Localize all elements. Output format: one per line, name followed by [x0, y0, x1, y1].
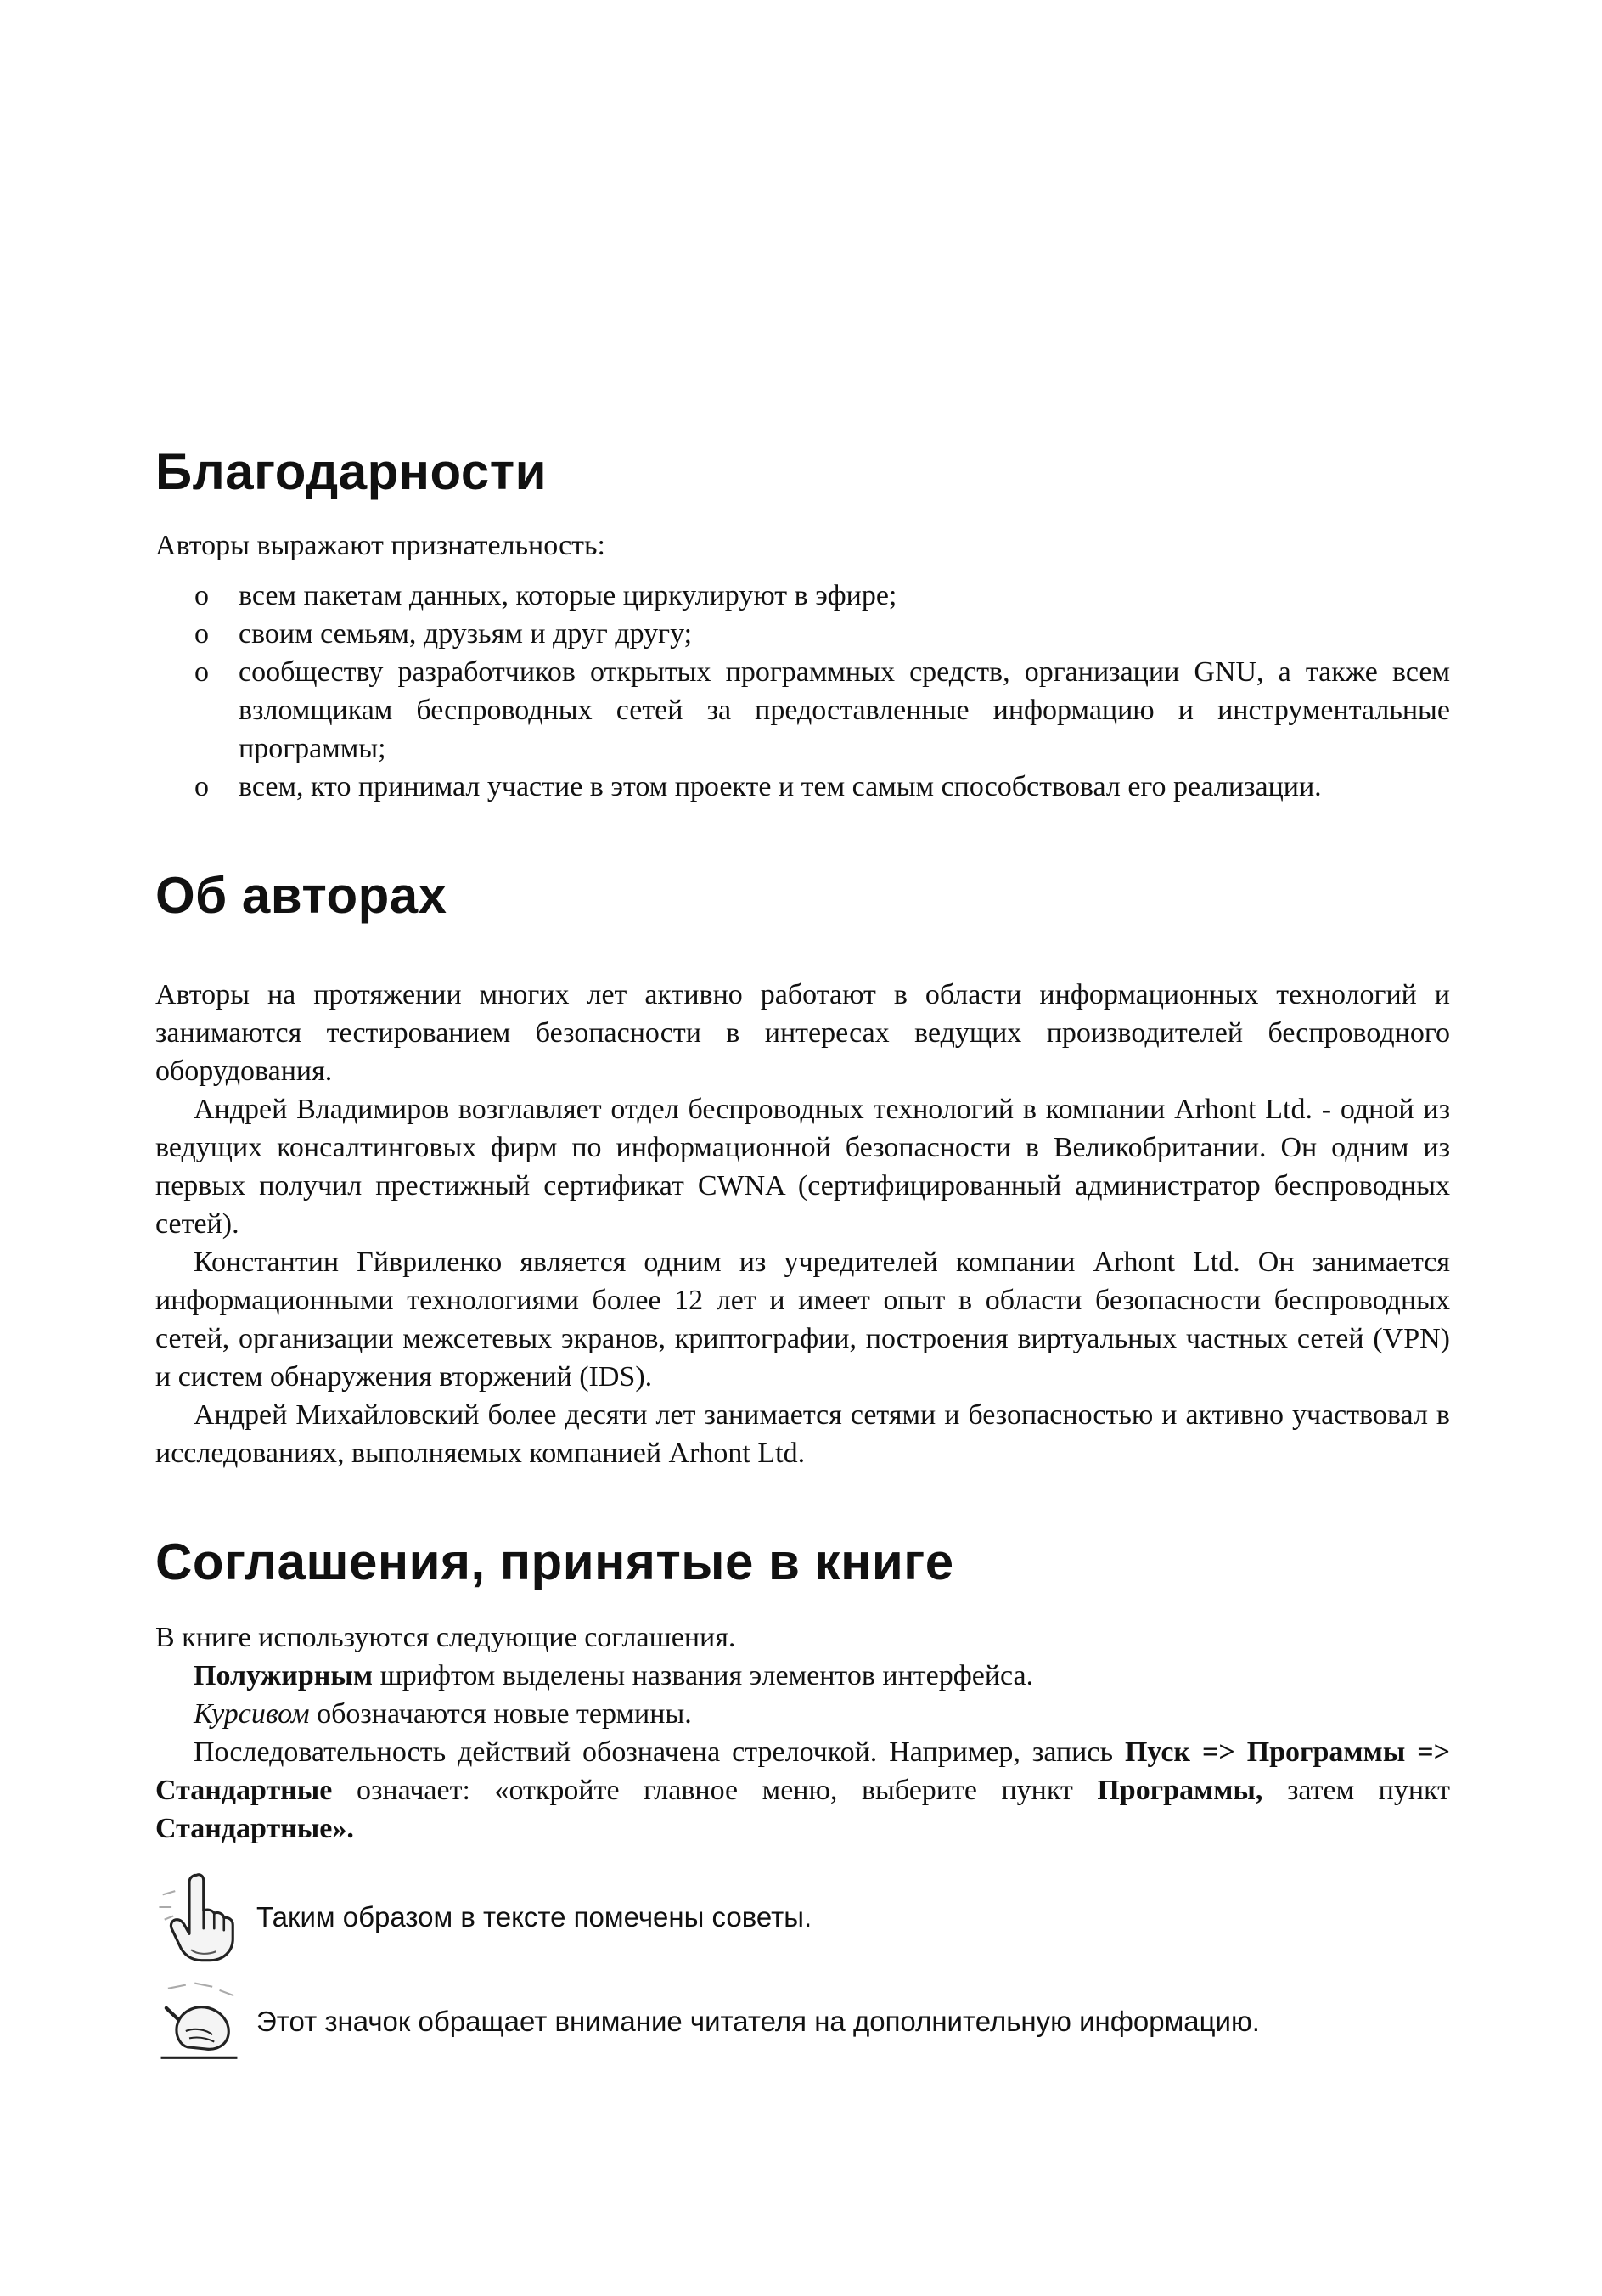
list-item: о сообществу разработчиков открытых программных средств, организации GNU, а также всем взломщикам беспроводных сетей за предоставленные информацию и инструментальные программы; — [155, 653, 1450, 768]
acknowledgements-intro: Авторы выражают признательность: — [155, 530, 605, 561]
conventions-intro: В книге используются следующие соглашения. — [155, 1622, 736, 1653]
acknowledgements-list — [155, 577, 1450, 806]
info-note — [155, 1972, 1450, 2070]
convention-sequence: Последовательность действий обозначена стрелочкой. Например, запись Пуск => Программы => Стандартные означает: «откройте главное меню, выберите пункт Программы, затем пункт Стандартные». — [155, 1736, 1450, 1844]
bold-term: Полужирным — [194, 1660, 374, 1691]
tip-note — [155, 1868, 1450, 1966]
authors-paragraph: Константин Гйвриленко является одним из учредителей компании Arhont Ltd. Он занимается информационными технологиями более 12 лет и имеет опыт в области безопасности беспроводных сетей, организации межсетевых экранов, криптографии, построения виртуальных частных сетей (VPN) и систем обнаружения вторжений (IDS). — [155, 1246, 1450, 1393]
heading-conventions: Соглашения, принятые в книге — [155, 1533, 954, 1590]
menu-item-standard: Стандартные». — [155, 1813, 354, 1844]
page-content — [155, 442, 1450, 2070]
bullet-marker: о — [194, 656, 209, 688]
info-note-text: Этот значок обращает внимание читателя на дополнительную информацию. — [256, 2005, 1260, 2037]
heading-about-authors: Об авторах — [155, 867, 447, 924]
convention-italic: Курсивом обозначаются новые термины. — [194, 1698, 692, 1730]
bullet-marker: о — [194, 771, 209, 802]
bullet-marker: о — [194, 580, 209, 611]
authors-paragraph: Андрей Михайловский более десяти лет занимается сетями и безопасностью и активно участвовал в исследованиях, выполняемых компанией Arhont Ltd. — [155, 1399, 1450, 1469]
convention-bold: Полужирным шрифтом выделены названия элементов интерфейса. — [194, 1660, 1034, 1691]
list-item: о своим семьям, друзьям и друг другу; — [155, 615, 1450, 653]
italic-term: Курсивом — [194, 1698, 310, 1730]
menu-path: Пуск => Программы => Стандартные — [155, 1736, 1450, 1806]
tip-note-text: Таким образом в тексте помечены советы. — [256, 1900, 812, 1933]
authors-paragraph: Авторы на протяжении многих лет активно работают в области информационных технологий и занимаются тестированием безопасности в интересах ведущих производителей беспроводного оборудования. — [155, 979, 1450, 1087]
authors-paragraph: Андрей Владимиров возглавляет отдел беспроводных технологий в компании Arhont Ltd. - одной из ведущих консалтинговых фирм по информационной безопасности в Великобритании. Он одним из первых получил престижный сертификат CWNA (сертифицированный администратор беспроводных сетей). — [155, 1094, 1450, 1240]
bullet-marker: о — [194, 618, 209, 650]
pointing-hand-icon — [150, 1868, 248, 1966]
heading-acknowledgements: Благодарности — [155, 443, 548, 500]
list-item: о всем пакетам данных, которые циркулируют в эфире; — [155, 577, 1450, 615]
writing-hand-icon — [150, 1972, 248, 2070]
menu-item-programs: Программы, — [1097, 1775, 1263, 1806]
list-item: о всем, кто принимал участие в этом проекте и тем самым способствовал его реализации. — [155, 768, 1450, 806]
